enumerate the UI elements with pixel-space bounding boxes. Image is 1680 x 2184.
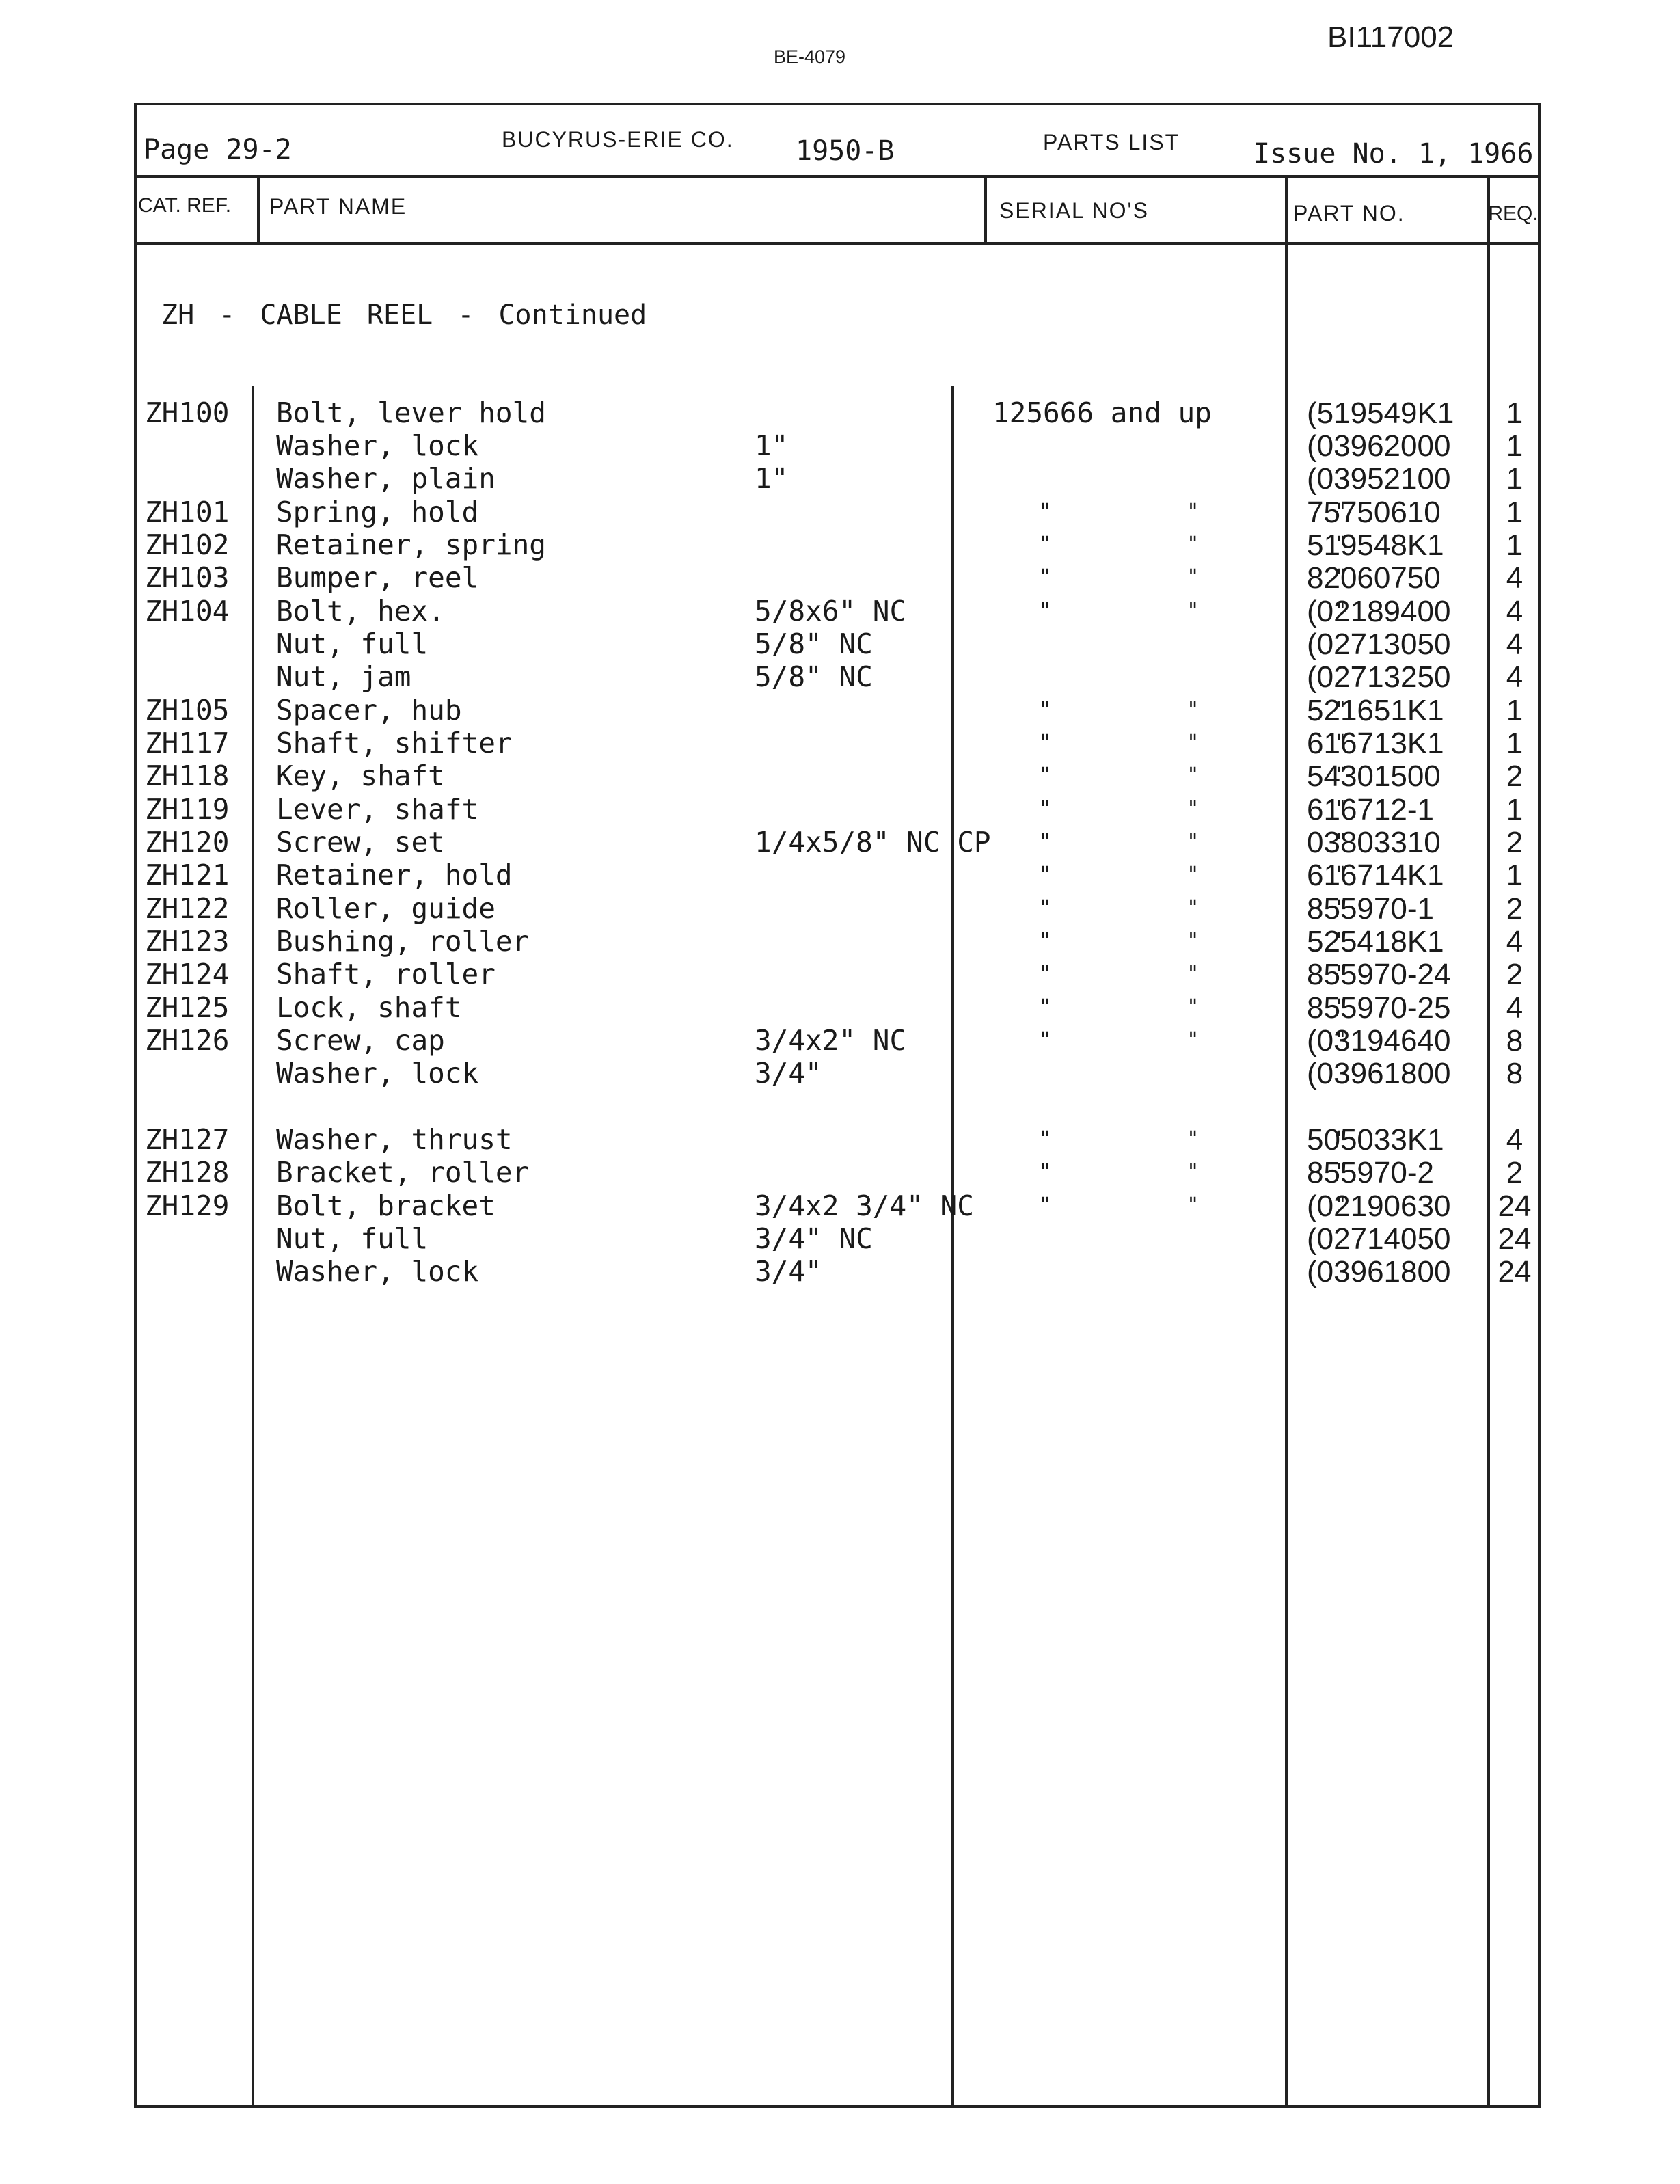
cell-name: Bushing, roller — [276, 925, 530, 958]
cell-size: 5/8" NC — [755, 660, 873, 693]
divider-part-name-body — [951, 386, 954, 2105]
cell-cat: ZH119 — [145, 793, 230, 826]
cell-name: Shaft, roller — [276, 958, 496, 990]
column-header-serial: SERIAL NO'S — [999, 198, 1149, 223]
cell-req: 4 — [1506, 925, 1523, 958]
cell-size: 3/4" — [755, 1057, 822, 1090]
header-bottom-rule — [134, 175, 1541, 178]
cell-size: 5/8" NC — [755, 628, 873, 660]
cell-cat: ZH105 — [145, 694, 230, 727]
cell-req: 4 — [1506, 561, 1523, 595]
cell-part: 03803310 — [1307, 826, 1441, 859]
cell-name: Washer, lock — [276, 1255, 479, 1288]
divider-cat-ref — [257, 175, 260, 242]
cell-name: Lock, shaft — [276, 991, 462, 1024]
cell-serial: " " " — [1039, 830, 1347, 854]
cell-serial: " " " — [1039, 1028, 1347, 1052]
list-title: PARTS LIST — [1043, 130, 1180, 154]
cell-serial: " " " — [1039, 995, 1347, 1019]
cell-name: Spring, hold — [276, 496, 479, 528]
cell-req: 4 — [1506, 1123, 1523, 1157]
cell-part: 616712-1 — [1307, 793, 1434, 826]
page-number: Page 29-2 — [144, 134, 292, 165]
cell-serial: " " " — [1039, 896, 1347, 920]
cell-part: (03194640 — [1307, 1024, 1451, 1057]
cell-cat: ZH126 — [145, 1024, 230, 1057]
cell-name: Bolt, hex. — [276, 595, 445, 628]
cell-size: 1/4x5/8" NC CP — [755, 826, 991, 859]
cell-name: Spacer, hub — [276, 694, 462, 727]
cell-req: 2 — [1506, 759, 1523, 793]
cell-req: 1 — [1506, 462, 1523, 496]
cell-name: Bracket, roller — [276, 1156, 530, 1189]
cell-name: Washer, lock — [276, 1057, 479, 1090]
cell-req: 1 — [1506, 496, 1523, 529]
cell-size: 3/4" — [755, 1255, 822, 1288]
cell-part: 616713K1 — [1307, 727, 1444, 760]
cell-cat: ZH101 — [145, 496, 230, 528]
cell-req: 2 — [1506, 826, 1523, 859]
column-header-req: REQ. — [1488, 202, 1539, 225]
cell-serial: 125666 and up — [992, 396, 1212, 429]
divider-part-name — [984, 175, 987, 245]
cell-name: Retainer, spring — [276, 528, 546, 561]
cell-serial: " " " — [1039, 500, 1347, 524]
column-header-cat-ref: CAT. REF. — [138, 194, 232, 217]
cell-serial: " " " — [1039, 532, 1347, 556]
cell-name: Washer, thrust — [276, 1123, 513, 1156]
cell-part: (03952100 — [1307, 462, 1451, 496]
cell-req: 1 — [1506, 694, 1523, 727]
cell-part: (02713050 — [1307, 628, 1451, 661]
cell-size: 3/4x2" NC — [755, 1024, 907, 1057]
column-header-bottom-rule — [134, 242, 1541, 245]
cell-cat: ZH127 — [145, 1123, 230, 1156]
cell-req: 8 — [1506, 1057, 1523, 1090]
cell-cat: ZH128 — [145, 1156, 230, 1189]
cell-cat: ZH122 — [145, 892, 230, 925]
cell-part: 54301500 — [1307, 759, 1441, 793]
cell-name: Retainer, hold — [276, 859, 513, 891]
cell-serial: " " " — [1039, 1127, 1347, 1151]
cell-name: Screw, set — [276, 826, 445, 859]
cell-name: Roller, guide — [276, 892, 496, 925]
cell-name: Bolt, bracket — [276, 1189, 496, 1222]
column-header-part-name: PART NAME — [269, 194, 407, 219]
cell-cat: ZH123 — [145, 925, 230, 958]
cell-name: Bolt, lever hold — [276, 396, 546, 429]
cell-req: 24 — [1498, 1255, 1532, 1289]
cell-req: 2 — [1506, 1156, 1523, 1189]
cell-name: Screw, cap — [276, 1024, 445, 1057]
cell-req: 1 — [1506, 528, 1523, 562]
cell-serial: " " " — [1039, 962, 1347, 986]
cell-cat: ZH117 — [145, 727, 230, 759]
cell-part: (02189400 — [1307, 595, 1451, 628]
cell-cat: ZH124 — [145, 958, 230, 990]
document-id: BI117002 — [1327, 21, 1454, 54]
cell-size: 1" — [755, 462, 789, 495]
cell-serial: " " " — [1039, 599, 1347, 623]
cell-part: 525418K1 — [1307, 925, 1444, 958]
cell-serial: " " " — [1039, 1194, 1347, 1217]
cell-serial: " " " — [1039, 698, 1347, 722]
cell-req: 4 — [1506, 628, 1523, 661]
cell-cat: ZH129 — [145, 1189, 230, 1222]
cell-name: Lever, shaft — [276, 793, 479, 826]
cell-part: (02190630 — [1307, 1189, 1451, 1223]
cell-cat: ZH102 — [145, 528, 230, 561]
machine-model: 1950-B — [796, 135, 895, 167]
cell-part: 855970-25 — [1307, 991, 1451, 1025]
cell-part: 521651K1 — [1307, 694, 1444, 727]
cell-req: 2 — [1506, 892, 1523, 926]
cell-serial: " " " — [1039, 565, 1347, 589]
cell-req: 1 — [1506, 396, 1523, 430]
cell-part: 616714K1 — [1307, 859, 1444, 892]
cell-name: Nut, full — [276, 628, 429, 660]
column-header-part-no: PART NO. — [1293, 201, 1405, 226]
cell-cat: ZH120 — [145, 826, 230, 859]
cell-part: (03962000 — [1307, 429, 1451, 463]
cell-cat: ZH125 — [145, 991, 230, 1024]
cell-part: 855970-1 — [1307, 892, 1434, 926]
cell-part: (02713250 — [1307, 660, 1451, 694]
cell-req: 4 — [1506, 991, 1523, 1025]
cell-req: 1 — [1506, 793, 1523, 826]
cell-req: 1 — [1506, 727, 1523, 760]
cell-name: Washer, lock — [276, 429, 479, 462]
cell-req: 4 — [1506, 595, 1523, 628]
cell-size: 3/4" NC — [755, 1222, 873, 1255]
cell-size: 5/8x6" NC — [755, 595, 907, 628]
cell-req: 24 — [1498, 1222, 1532, 1256]
cell-req: 1 — [1506, 859, 1523, 892]
cell-serial: " " " — [1039, 797, 1347, 821]
cell-serial: " " " — [1039, 1160, 1347, 1184]
section-title: ZH - CABLE REEL - Continued — [161, 299, 647, 331]
cell-name: Washer, plain — [276, 462, 496, 495]
cell-req: 4 — [1506, 660, 1523, 694]
cell-req: 24 — [1498, 1189, 1532, 1223]
cell-part: 519548K1 — [1307, 528, 1444, 562]
cell-req: 2 — [1506, 958, 1523, 991]
cell-cat: ZH100 — [145, 396, 230, 429]
cell-name: Bumper, reel — [276, 561, 479, 594]
divider-cat-ref-body — [252, 386, 254, 2105]
cell-serial: " " " — [1039, 764, 1347, 787]
cell-size: 1" — [755, 429, 789, 462]
cell-size: 3/4x2 3/4" NC — [755, 1189, 974, 1222]
cell-name: Nut, full — [276, 1222, 429, 1255]
cell-part: 855970-24 — [1307, 958, 1451, 991]
cell-name: Key, shaft — [276, 759, 445, 792]
cell-part: (03961800 — [1307, 1057, 1451, 1090]
cell-part: (519549K1 — [1307, 396, 1454, 430]
cell-cat: ZH118 — [145, 759, 230, 792]
cell-part: 75750610 — [1307, 496, 1441, 529]
cell-serial: " " " — [1039, 929, 1347, 953]
company-name: BUCYRUS-ERIE CO. — [502, 127, 734, 152]
cell-req: 8 — [1506, 1024, 1523, 1057]
issue-info: Issue No. 1, 1966 — [1254, 138, 1534, 170]
cell-serial: " " " — [1039, 863, 1347, 887]
cell-cat: ZH103 — [145, 561, 230, 594]
cell-cat: ZH104 — [145, 595, 230, 628]
cell-cat: ZH121 — [145, 859, 230, 891]
cell-name: Shaft, shifter — [276, 727, 513, 759]
cell-part: 82060750 — [1307, 561, 1441, 595]
cell-part: 855970-2 — [1307, 1156, 1434, 1189]
cell-part: (02714050 — [1307, 1222, 1451, 1256]
cell-part: 505033K1 — [1307, 1123, 1444, 1157]
document-code: BE-4079 — [774, 46, 846, 67]
cell-req: 1 — [1506, 429, 1523, 463]
cell-name: Nut, jam — [276, 660, 411, 693]
cell-part: (03961800 — [1307, 1255, 1451, 1289]
cell-serial: " " " — [1039, 731, 1347, 755]
